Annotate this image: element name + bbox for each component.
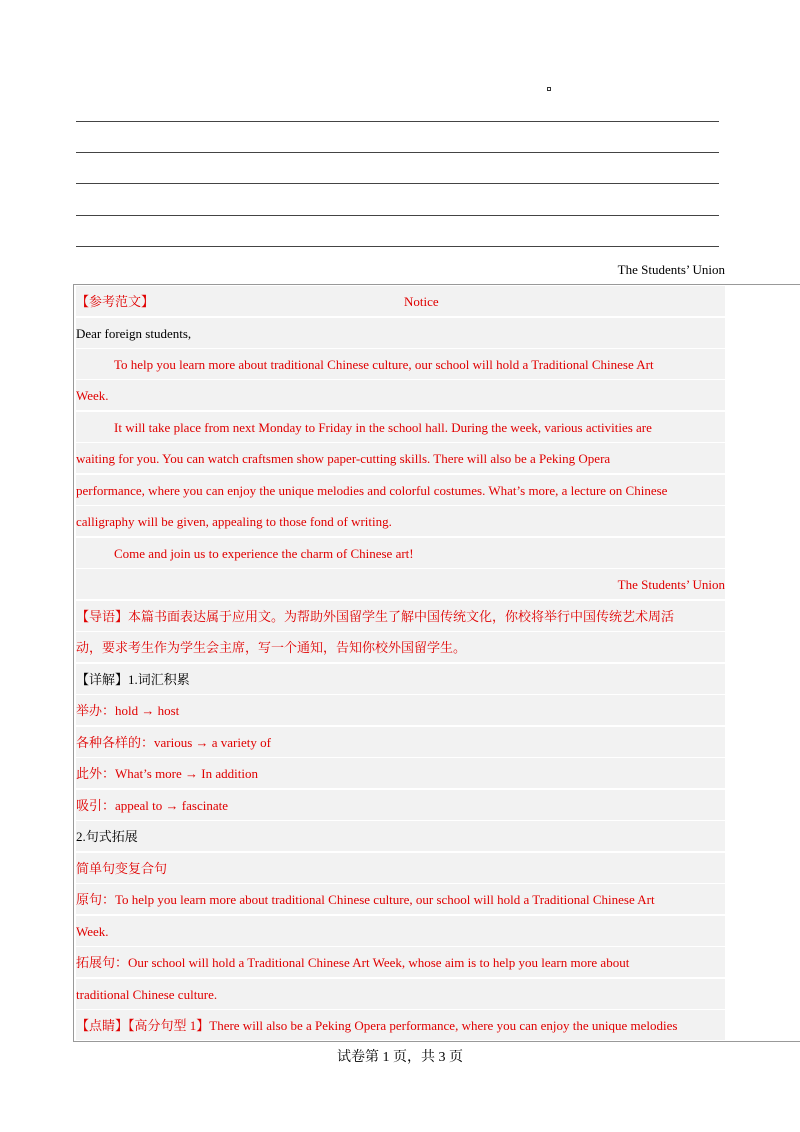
answer-line: calligraphy will be given, appealing to those fond of writing.	[76, 506, 725, 537]
vocab-item: 吸引：appeal to → fascinate	[76, 790, 725, 821]
writing-line-5	[76, 246, 719, 247]
notice-title: Notice	[404, 294, 439, 309]
writing-line-4	[76, 215, 719, 216]
point-line: 【点睛】【高分句型 1】There will also be a Peking Opera performance, where you can enjoy the unique melodies	[76, 1010, 725, 1041]
original-sentence-cont: Week.	[76, 916, 725, 947]
writing-line-2	[76, 152, 719, 153]
answer-line: Come and join us to experience the charm of Chinese art!	[76, 538, 725, 569]
answer-header-row	[76, 286, 725, 317]
signature-top: The Students’ Union	[617, 262, 725, 277]
answer-line: performance, where you can enjoy the unique melodies and colorful costumes. What’s more, a lecture on Chinese	[76, 475, 725, 506]
section-heading: 2.句式拓展	[76, 821, 725, 852]
writing-line-1	[76, 121, 719, 122]
answer-line: Week.	[76, 380, 725, 411]
vocab-item: 此外：What’s more → In addition	[76, 758, 725, 789]
original-sentence: 原句：To help you learn more about traditional Chinese culture, our school will hold a Traditional Chinese Art	[76, 884, 725, 915]
guide-line-2: 动，要求考生作为学生会主席，写一个通知，告知你校外国留学生。	[76, 632, 725, 663]
section-subheading: 简单句变复合句	[76, 853, 725, 884]
answer-line: It will take place from next Monday to Friday in the school hall. During the week, various activities are	[76, 412, 725, 443]
small-square-marker	[547, 87, 551, 91]
expanded-sentence-cont: traditional Chinese culture.	[76, 979, 725, 1010]
salutation: Dear foreign students,	[76, 318, 725, 349]
guide-line-1: 【导语】本篇书面表达属于应用文。为帮助外国留学生了解中国传统文化，你校将举行中国传统艺术周活	[76, 601, 725, 632]
detail-heading: 【详解】1.词汇积累	[76, 664, 725, 695]
answer-line: To help you learn more about traditional Chinese culture, our school will hold a Traditional Chinese Art	[76, 349, 725, 380]
answer-line: waiting for you. You can watch craftsmen show paper-cutting skills. There will also be a Peking Opera	[76, 443, 725, 474]
vocab-item: 举办：hold → host	[76, 695, 725, 726]
writing-line-3	[76, 183, 719, 184]
page-footer: 试卷第 1 页，共 3 页	[337, 1050, 463, 1065]
answer-signature: The Students’ Union	[76, 569, 725, 600]
vocab-item: 各种各样的：various → a variety of	[76, 727, 725, 758]
answer-tag: 【参考范文】	[76, 294, 155, 309]
expanded-sentence: 拓展句：Our school will hold a Traditional Chinese Art Week, whose aim is to help you learn more about	[76, 947, 725, 978]
